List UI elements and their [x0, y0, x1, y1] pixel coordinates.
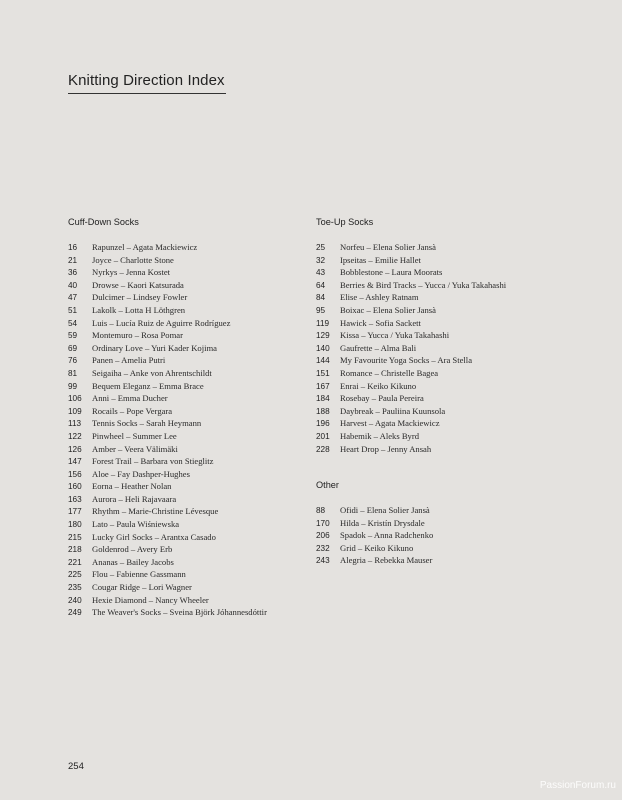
entry-page-number: 163: [68, 494, 82, 504]
entry-pattern-designer: Anni – Emma Ducher: [92, 393, 168, 404]
index-entry: [68, 468, 267, 481]
entry-page-number: 76: [68, 356, 78, 366]
title-underline: [68, 93, 226, 94]
entry-pattern-designer: Gaufrette – Alma Bali: [340, 342, 417, 353]
entry-page-number: 40: [68, 280, 78, 290]
index-entry: [316, 279, 506, 292]
entry-pattern-designer: Bequem Eleganz – Emma Brace: [92, 380, 204, 391]
index-entry: [68, 568, 267, 581]
index-entry: [68, 254, 267, 267]
index-entry: [68, 493, 267, 506]
index-entry: [316, 529, 433, 542]
entry-page-number: 156: [68, 469, 82, 479]
entry-page-number: 240: [68, 595, 82, 605]
entry-page-number: 249: [68, 608, 82, 618]
entry-page-number: 54: [68, 318, 78, 328]
index-entry: [316, 554, 433, 567]
entry-page-number: 64: [316, 280, 326, 290]
entry-page-number: 215: [68, 532, 82, 542]
entry-pattern-designer: Norfeu – Elena Solier Jansà: [340, 242, 436, 252]
entry-page-number: 16: [68, 243, 78, 252]
index-entry: [316, 430, 506, 443]
entry-page-number: 221: [68, 557, 82, 567]
index-entry: [68, 354, 267, 367]
entry-pattern-designer: Rapunzel – Agata Mackiewicz: [92, 242, 198, 252]
index-entry: [68, 266, 267, 279]
entry-pattern-designer: Lato – Paula Wiśniewska: [92, 519, 180, 530]
entry-pattern-designer: Pinwheel – Summer Lee: [92, 430, 177, 441]
index-entry: [68, 380, 267, 393]
index-entry: [68, 505, 267, 518]
index-entry: [68, 405, 267, 418]
entry-page-number: 119: [316, 318, 330, 328]
entry-pattern-designer: Hilda – Kristín Drysdale: [340, 517, 425, 528]
entry-pattern-designer: The Weaver's Socks – Sveina Björk Jóhannesdóttir: [92, 607, 267, 618]
index-entry: [316, 354, 506, 367]
index-entry: [68, 304, 267, 317]
index-entry: [316, 367, 506, 380]
entry-pattern-designer: Ipseitas – Emilie Hallet: [340, 254, 421, 265]
entry-pattern-designer: Panen – Amelia Putri: [92, 355, 166, 366]
index-entry: [316, 254, 506, 267]
entry-pattern-designer: Dulcimer – Lindsey Fowler: [92, 292, 188, 303]
index-entry: [68, 581, 267, 594]
entry-pattern-designer: Goldenrod – Avery Erb: [92, 544, 173, 555]
entry-page-number: 140: [316, 343, 330, 353]
entry-page-number: 232: [316, 543, 330, 553]
entry-pattern-designer: Boixac – Elena Solier Jansà: [340, 304, 436, 315]
entry-page-number: 25: [316, 243, 326, 252]
index-entry: [316, 342, 506, 355]
entry-page-number: 188: [316, 406, 330, 416]
index-entry: [68, 329, 267, 342]
index-entry: [316, 317, 506, 330]
index-entry: [68, 392, 267, 405]
entry-pattern-designer: Flou – Fabienne Gassmann: [92, 569, 186, 580]
entry-pattern-designer: Montemuro – Rosa Pomar: [92, 330, 183, 341]
entry-page-number: 196: [316, 419, 330, 429]
entry-pattern-designer: Elise – Ashley Ratnam: [340, 292, 419, 303]
entry-pattern-designer: Amber – Veera Välimäki: [92, 443, 178, 454]
entry-page-number: 84: [316, 293, 326, 303]
entry-pattern-designer: Rosebay – Paula Pereira: [340, 393, 424, 404]
entry-page-number: 206: [316, 531, 330, 541]
entry-pattern-designer: Alegria – Rebekka Mauser: [340, 555, 433, 566]
index-entry: [68, 317, 267, 330]
entry-pattern-designer: My Favourite Yoga Socks – Ara Stella: [340, 355, 473, 366]
entry-page-number: 122: [68, 431, 82, 441]
entry-page-number: 21: [68, 255, 78, 265]
entry-pattern-designer: Joyce – Charlotte Stone: [92, 254, 174, 265]
index-entry: [316, 291, 506, 304]
entry-pattern-designer: Daybreak – Pauliina Kuunsola: [340, 405, 446, 416]
index-entry: [68, 367, 267, 380]
entry-pattern-designer: Hawick – Sofia Sackett: [340, 317, 421, 328]
entry-pattern-designer: Ananas – Bailey Jacobs: [92, 556, 174, 567]
index-entry: [68, 417, 267, 430]
entry-pattern-designer: Lucky Girl Socks – Arantxa Casado: [92, 531, 216, 542]
entry-pattern-designer: Rhythm – Marie-Christine Lévesque: [92, 506, 219, 517]
toe-up-list: [316, 241, 506, 455]
entry-pattern-designer: Ofidi – Elena Solier Jansà: [340, 505, 430, 515]
entry-page-number: 113: [68, 419, 82, 429]
section-heading-other: Other: [316, 480, 339, 490]
entry-page-number: 144: [316, 356, 330, 366]
index-entry: [316, 504, 433, 517]
entry-page-number: 59: [68, 331, 78, 341]
index-entry: [68, 443, 267, 456]
page-title: Knitting Direction Index: [68, 72, 225, 89]
entry-pattern-designer: Hexie Diamond – Nancy Wheeler: [92, 594, 209, 605]
entry-page-number: 51: [68, 305, 78, 315]
entry-pattern-designer: Aloe – Fay Dashper-Hughes: [92, 468, 190, 479]
entry-page-number: 170: [316, 518, 330, 528]
entry-pattern-designer: Berries & Bird Tracks – Yucca / Yuka Takahashi: [340, 279, 507, 290]
entry-pattern-designer: Spadok – Anna Radchenko: [340, 530, 434, 541]
entry-page-number: 47: [68, 293, 78, 303]
index-entry: [316, 517, 433, 530]
index-entry: [68, 594, 267, 607]
entry-page-number: 106: [68, 394, 82, 404]
entry-pattern-designer: Nyrkys – Jenna Kostet: [92, 267, 171, 278]
entry-page-number: 88: [316, 506, 326, 515]
entry-pattern-designer: Harvest – Agata Mackiewicz: [340, 418, 440, 429]
cuff-down-list: [68, 241, 267, 619]
entry-page-number: 228: [316, 444, 330, 454]
index-entry: [68, 430, 267, 443]
index-entry: [68, 606, 267, 619]
index-entry: [68, 531, 267, 544]
entry-pattern-designer: Aurora – Heli Rajavaara: [92, 493, 177, 504]
entry-page-number: 184: [316, 394, 330, 404]
entry-pattern-designer: Drowse – Kaori Katsurada: [92, 279, 184, 290]
entry-page-number: 225: [68, 570, 82, 580]
index-entry: [68, 241, 267, 254]
section-heading-toe-up: Toe-Up Socks: [316, 217, 374, 227]
entry-page-number: 81: [68, 368, 78, 378]
entry-pattern-designer: Seigaiha – Anke von Ahrentschildt: [92, 367, 212, 378]
entry-pattern-designer: Habemik – Aleks Byrd: [340, 430, 420, 441]
index-entry: [316, 405, 506, 418]
entry-pattern-designer: Grid – Keiko Kikuno: [340, 542, 414, 553]
entry-pattern-designer: Rocails – Pope Vergara: [92, 405, 173, 416]
index-entry: [68, 291, 267, 304]
entry-pattern-designer: Forest Trail – Barbara von Stieglitz: [92, 456, 214, 467]
entry-page-number: 160: [68, 482, 82, 492]
index-entry: [68, 455, 267, 468]
entry-page-number: 235: [68, 583, 82, 593]
entry-page-number: 69: [68, 343, 78, 353]
entry-pattern-designer: Eorna – Heather Nolan: [92, 481, 172, 492]
entry-page-number: 36: [68, 268, 78, 278]
index-entry: [316, 329, 506, 342]
entry-pattern-designer: Cougar Ridge – Lori Wagner: [92, 582, 192, 593]
page-number: 254: [68, 761, 84, 772]
entry-pattern-designer: Lakolk – Lotta H Löthgren: [92, 304, 186, 315]
entry-page-number: 177: [68, 507, 82, 517]
index-entry: [316, 241, 506, 254]
index-entry: [316, 380, 506, 393]
entry-page-number: 32: [316, 255, 326, 265]
index-entry: [68, 480, 267, 493]
index-entry: [316, 266, 506, 279]
entry-page-number: 218: [68, 545, 82, 555]
entry-pattern-designer: Bobblestone – Laura Moorats: [340, 267, 443, 278]
entry-pattern-designer: Heart Drop – Jenny Ansah: [340, 443, 432, 454]
entry-page-number: 147: [68, 457, 82, 467]
entry-page-number: 167: [316, 381, 330, 391]
entry-pattern-designer: Romance – Christelle Bagea: [340, 367, 439, 378]
index-entry: [68, 279, 267, 292]
index-entry: [316, 443, 506, 456]
entry-page-number: 43: [316, 268, 326, 278]
entry-page-number: 99: [68, 381, 78, 391]
other-list: [316, 504, 433, 567]
entry-page-number: 243: [316, 556, 330, 566]
entry-pattern-designer: Kissa – Yucca / Yuka Takahashi: [340, 330, 450, 341]
entry-page-number: 95: [316, 305, 326, 315]
section-heading-cuff-down: Cuff-Down Socks: [68, 217, 139, 227]
index-entry: [68, 342, 267, 355]
index-entry: [68, 543, 267, 556]
entry-page-number: 180: [68, 520, 82, 530]
entry-page-number: 151: [316, 368, 330, 378]
entry-pattern-designer: Ordinary Love – Yuri Kader Kojima: [92, 342, 217, 353]
entry-page-number: 109: [68, 406, 82, 416]
watermark: PassionForum.ru: [539, 780, 616, 791]
entry-pattern-designer: Enrai – Keiko Kikuno: [340, 380, 417, 391]
entry-pattern-designer: Luis – Lucía Ruiz de Aguirre Rodríguez: [92, 317, 231, 328]
index-entry: [68, 518, 267, 531]
index-entry: [316, 392, 506, 405]
entry-page-number: 126: [68, 444, 82, 454]
index-entry: [316, 542, 433, 555]
index-entry: [316, 417, 506, 430]
index-entry: [68, 556, 267, 569]
entry-page-number: 129: [316, 331, 330, 341]
entry-pattern-designer: Tennis Socks – Sarah Heymann: [92, 418, 202, 429]
index-entry: [316, 304, 506, 317]
entry-page-number: 201: [316, 431, 330, 441]
